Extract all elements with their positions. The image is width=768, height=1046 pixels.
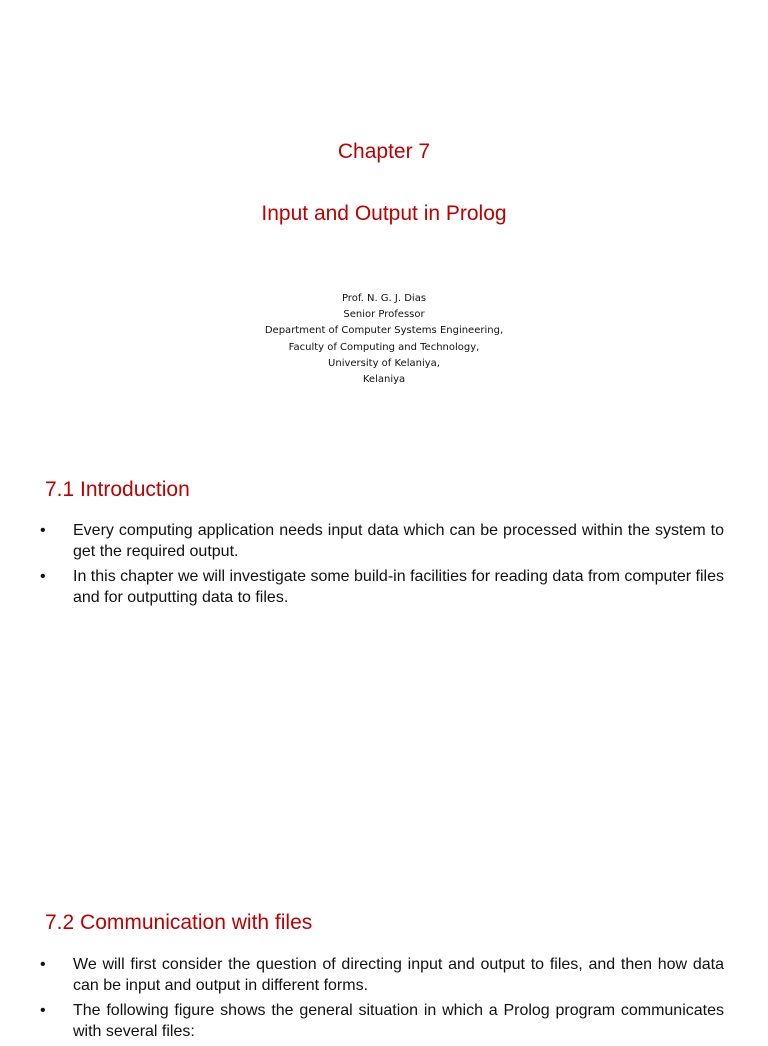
bullet-icon: • xyxy=(40,1002,46,1019)
bullet-text: We will first consider the question of directing input and output to files, and then how data can be input and output in different forms. xyxy=(73,956,724,994)
list-item xyxy=(40,1000,724,1042)
communication-bullet-list xyxy=(40,954,724,1046)
bullet-text: The following figure shows the general situation in which a Prolog program communicates with several files: xyxy=(73,1002,724,1040)
section-heading-introduction: 7.1 Introduction xyxy=(45,478,190,501)
chapter-subtitle: Input and Output in Prolog xyxy=(261,202,507,225)
author-position: Senior Professor xyxy=(343,309,425,321)
bullet-text: Every computing application needs input data which can be processed within the system to get the required output. xyxy=(73,522,724,560)
author-city: Kelaniya xyxy=(362,374,406,386)
introduction-bullet-list xyxy=(40,520,724,612)
bullet-icon: • xyxy=(40,956,46,973)
author-block xyxy=(0,291,768,388)
list-item xyxy=(40,954,724,996)
author-name: Prof. N. G. J. Dias xyxy=(341,293,427,304)
author-faculty: Faculty of Computing and Technology, xyxy=(288,341,480,353)
author-department: Department of Computer Systems Engineering, xyxy=(264,325,504,337)
author-university: University of Kelaniya, xyxy=(328,357,440,369)
list-item xyxy=(40,520,724,562)
bullet-text: In this chapter we will investigate some build-in facilities for reading data from computer files and for outputting data to files. xyxy=(73,568,724,606)
chapter-title: Chapter 7 xyxy=(337,140,431,163)
list-item xyxy=(40,566,724,608)
bullet-icon: • xyxy=(40,522,46,539)
bullet-icon: • xyxy=(40,568,46,585)
section-heading-communication-with-files: 7.2 Communication with files xyxy=(45,911,313,934)
